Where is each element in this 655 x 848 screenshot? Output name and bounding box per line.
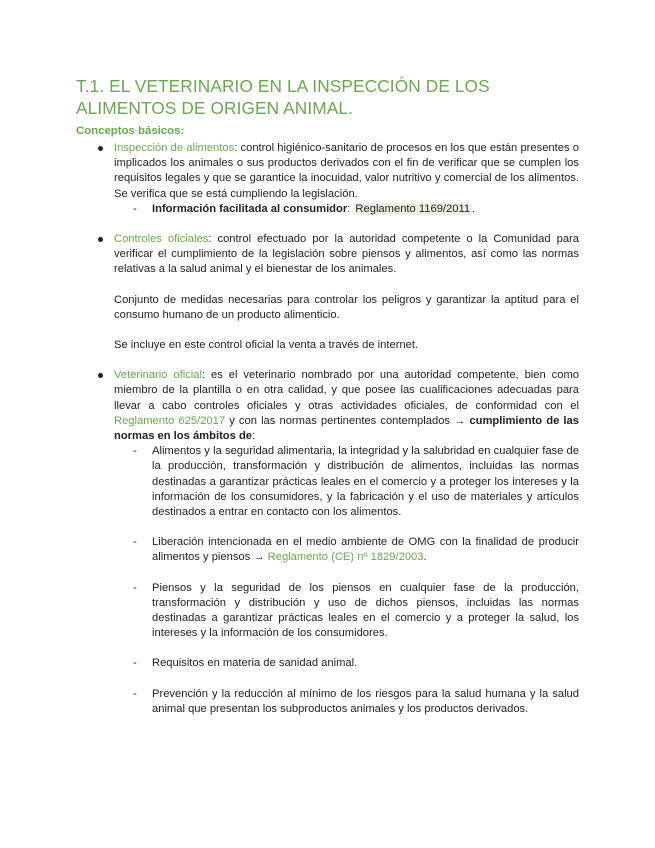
veterinario-text-a: : es el veterinario nombrado por una autoridad competente, bien como miembro de la plantilla o en otra calidad, y que posee las cualificaciones adecuadas para llevar a cabo controles oficiales y otras actividades oficiales, de conformidad con el [114,369,580,412]
list-item-veterinario [76,368,579,717]
dash-marker: - [133,657,137,670]
alimentos-text: Alimentos y la seguridad alimentaria, la integridad y la salubridad en cualquier fase de la producción, transformación y distribución de alimentos, incluidas las normas destinadas a garantizar prácticas leales en el comercio y a proteger los intereses y la información de los consumidores, y la fabricación y el uso de materiales y artículos destinados a entrar en contacto con los alimentos. [152,445,579,519]
dash-marker: - [133,687,137,700]
veterinario-end: : [252,430,256,443]
sanidad-text: Requisitos en materia de sanidad animal. [152,657,358,670]
term-veterinario: Veterinario oficial [114,369,203,382]
sub-item-omg [114,535,579,580]
dash-marker: - [133,536,137,549]
controles-paragraph-3: Se incluye en este control oficial la venta a través de internet. [114,339,419,352]
consumidor-label: Información facilitada al consumidor [152,202,348,215]
veterinario-paragraph [114,368,579,444]
term-controles: Controles oficiales [114,233,209,246]
inspeccion-sublist [114,202,579,217]
piensos-text: Piensos y la seguridad de los piensos en cualquier fase de la producción, transformación y distribución y uso de dichos piensos, incluidas las normas destinadas a garantizar prácticas leales en el comercio y a proteger la salud, los intereses y la información de los consumidores. [152,581,579,640]
sub-item-piensos [114,581,579,657]
reglamento-625-ref: Reglamento 625/2017 [114,414,226,427]
controles-paragraph [114,232,579,278]
sub-item-consumidor [114,202,579,217]
sub-item-sanidad [114,656,579,686]
inspeccion-text: : control higiénico-sanitario de procesos en los que están presentes o implicados los animales o sus productos derivados con el fin de verificar que se cumplen los requisitos legales y que se garantice la inocuidad, valor nutritivo y comercial de los alimentos. Se verifica que se está cumpliendo la legislación. [114,142,579,200]
sub-item-alimentos [114,444,579,535]
omg-text-a: Liberación intencionada en el medio ambiente de OMG con la finalidad de producir alimentos y piensos → [152,536,579,564]
section-subtitle: Conceptos básicos: [76,125,185,137]
veterinario-text-b: y con las normas pertinentes contemplados → [225,414,470,427]
concept-list [76,141,579,717]
consumidor-end: . [472,202,476,215]
veterinario-bold: cumplimiento de las normas en los ámbitos de [114,414,579,443]
ambitos-sublist [114,444,579,717]
controles-paragraph-2: Conjunto de medidas necesarias para controlar los peligros y garantizar la aptitud para el consumo humano de un producto alimenticio. [114,293,579,321]
dash-marker: - [133,581,137,594]
prevencion-text: Prevención y la reducción al mínimo de los riesgos para la salud humana y la salud animal que presentan los subproductos animales y los productos derivados. [152,687,579,715]
page-title: T.1. EL VETERINARIO EN LA INSPECCIÓN DE LOS ALIMENTOS DE ORIGEN ANIMAL. [76,76,490,118]
consumidor-colon: : [347,202,354,215]
omg-end: . [423,551,427,564]
controles-text: : control efectuado por la autoridad competente o la Comunidad para verificar el cumplimiento de la legislación sobre piensos y alimentos, así como las normas relativas a la salud animal y el bienestar de los animales. [114,233,579,276]
omg-text [152,535,579,565]
reglamento-1829-ref: Reglamento (CE) nº 1829/2003 [267,551,424,564]
list-item-inspeccion [76,141,579,232]
inspeccion-paragraph [114,141,579,202]
dash-marker: - [133,445,137,458]
term-inspeccion: Inspección de alimentos [114,142,235,154]
sub-item-prevencion [114,687,579,717]
dash-marker: - [133,202,137,215]
list-item-controles [76,232,579,368]
reglamento-1169-ref: Reglamento 1169/2011 [355,202,471,215]
